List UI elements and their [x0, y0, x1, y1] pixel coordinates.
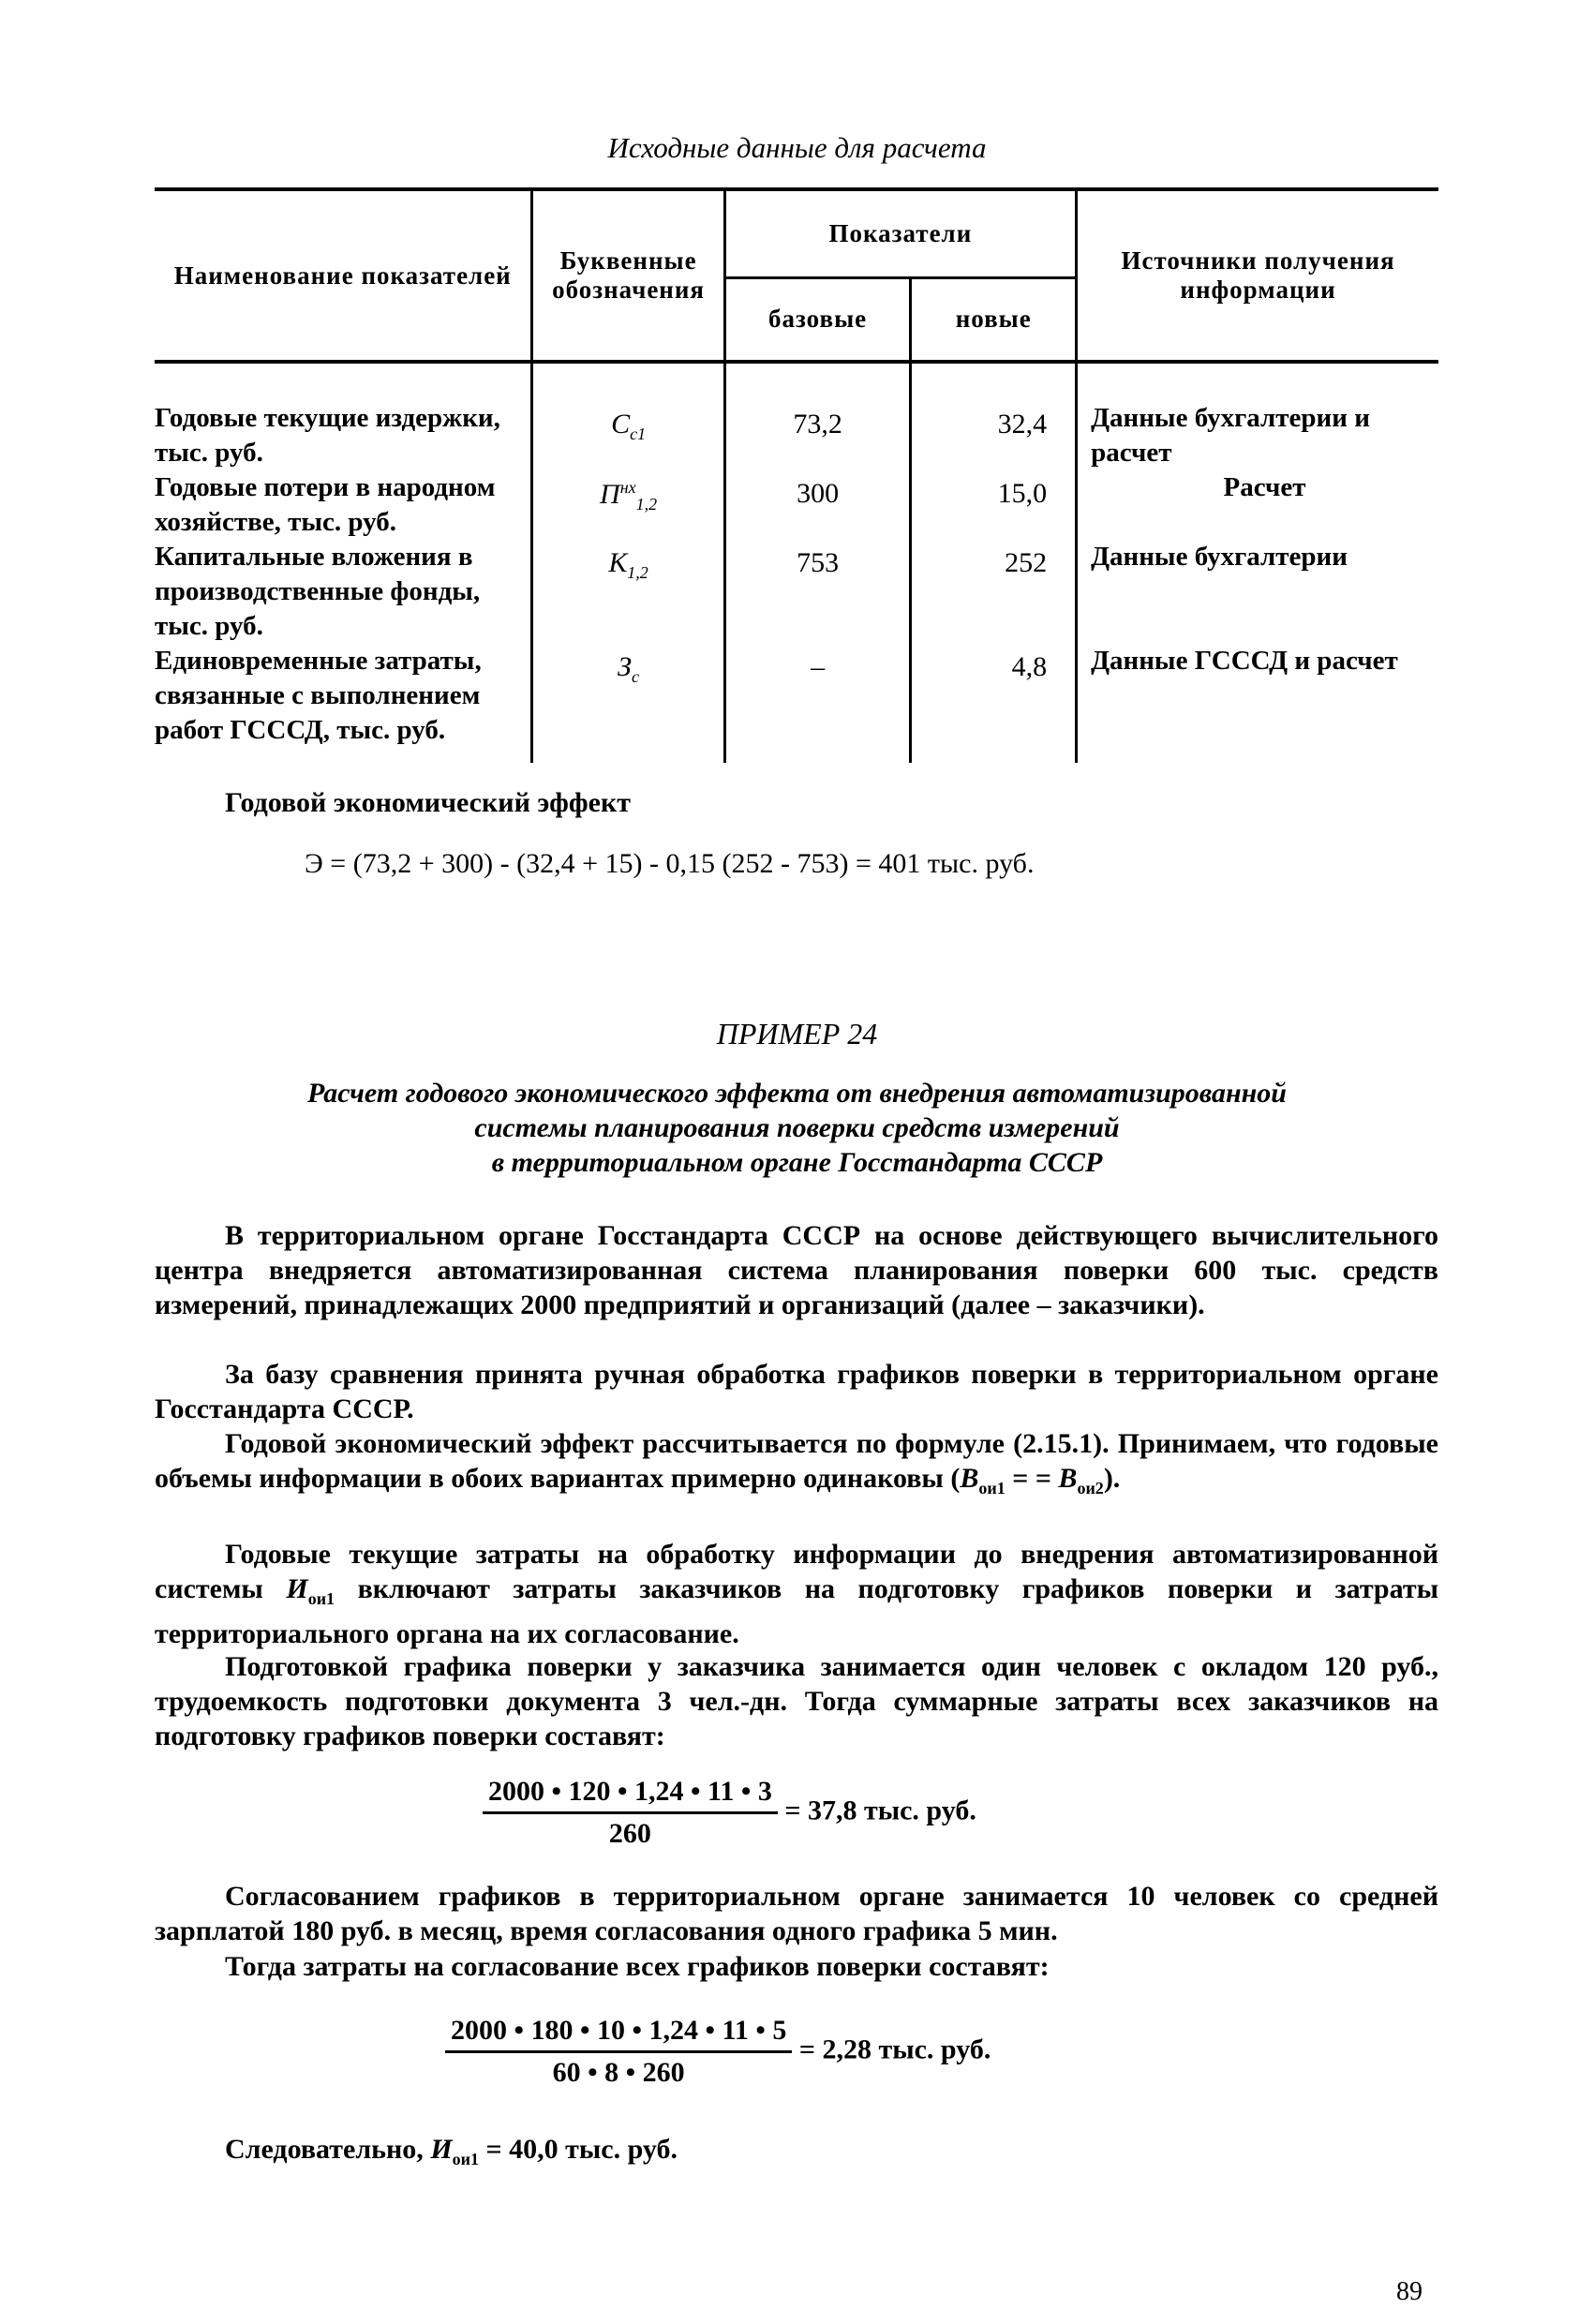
paragraph: Подготовкой графика поверки у заказчика занимается один человек с окладом 120 руб., трудоемкость подготовки документа 3 чел.-дн. Тогда суммарные затраты всех заказчиков на подготовку графиков поверки составят: — [155, 1651, 1438, 1751]
formula-denominator: 260 — [608, 1818, 651, 1849]
paragraph: Тогда затраты на согласование всех графиков поверки составят: — [225, 1951, 1050, 1982]
row-symbol: $С_{с1}$ — [532, 362, 724, 470]
table-row — [155, 644, 1438, 763]
page-number: 89 — [1396, 2277, 1423, 2306]
example-subtitle — [0, 1076, 1594, 1180]
header-indicators: Показатели — [724, 189, 1076, 277]
formula-result: = 2,28 тыс. руб. — [798, 2034, 991, 2065]
formula-preparation-cost — [483, 1776, 976, 1850]
header-sources: Источники получения информации — [1077, 189, 1438, 362]
row-base-value: 300 — [724, 470, 911, 540]
subtitle-line: Расчет годового экономического эффекта от внедрения автоматизированной — [307, 1078, 1287, 1109]
row-new-value: 4,8 — [911, 644, 1077, 763]
row-name: Годовые потери в народном хозяйстве, тыс. руб. — [155, 470, 532, 540]
example-title: ПРИМЕР 24 — [716, 1017, 878, 1050]
row-new-value: 252 — [911, 540, 1077, 644]
row-source: Данные бухгалтерии — [1091, 542, 1348, 572]
formula-numerator: 2000 • 180 • 10 • 1,24 • 11 • 5 — [445, 2015, 792, 2053]
table-row — [155, 470, 1438, 540]
effect-formula: Э = (73,2 + 300) - (32,4 + 15) - 0,15 (252 - 753) = 401 тыс. руб. — [305, 848, 1035, 879]
row-new-value: 32,4 — [911, 362, 1077, 470]
source-data-table — [155, 187, 1438, 763]
row-name: Капитальные вложения в производственные фонды, тыс. руб. — [155, 540, 532, 644]
formula-result: = 37,8 тыс. руб. — [784, 1795, 976, 1826]
row-name: Годовые текущие издержки, тыс. руб. — [155, 362, 532, 470]
paragraph: Годовой экономический эффект рассчитывается по формуле (2.15.1). Принимаем, что годовые объемы информации в обоих вариантах примерно одинаковы ($В_{ои1}$ = = $В_{ои2}$). — [155, 1428, 1438, 1497]
formula-approval-cost — [445, 2015, 991, 2089]
paragraph: Годовые текущие затраты на обработку информации до внедрения автоматизированной системы $И_{ои1}$ включают затраты заказчиков на подготовку графиков поверки и затраты территориального органа на их согласование. — [155, 1539, 1438, 1649]
row-symbol: $З_с$ — [532, 644, 724, 763]
row-symbol: $П^{нх}_{1,2}$ — [532, 470, 724, 540]
formula-numerator: 2000 • 120 • 1,24 • 11 • 3 — [483, 1776, 778, 1814]
row-name: Единовременные затраты, связанные с выполнением работ ГСССД, тыс. руб. — [155, 644, 532, 763]
row-new-value: 15,0 — [911, 470, 1077, 540]
row-symbol: $К_{1,2}$ — [532, 540, 724, 644]
header-base: базовые — [724, 277, 911, 362]
row-source: Данные ГСССД и расчет — [1091, 646, 1398, 676]
row-base-value: 73,2 — [724, 362, 911, 470]
row-source: Данные бухгалтерии и расчет — [1091, 403, 1370, 468]
subtitle-line: системы планирования поверки средств измерений — [474, 1112, 1120, 1143]
table-caption: Исходные данные для расчета — [607, 131, 987, 164]
paragraph: За базу сравнения принята ручная обработка графиков поверки в территориальном органе Госстандарта СССР. — [155, 1359, 1438, 1424]
formula-denominator: 60 • 8 • 260 — [552, 2057, 685, 2088]
subtitle-line: в территориальном органе Госстандарта СССР — [491, 1147, 1103, 1178]
paragraph: В территориальном органе Госстандарта СССР на основе действующего вычислительного центра внедряется автоматизированная система планирования поверки 600 тыс. средств измерений, принадлежащих 2000 предприятий и организаций (далее – заказчики). — [155, 1220, 1438, 1320]
conclusion-line: Следовательно, $И_{ои1} = 40,0$ тыс. руб. — [225, 2134, 678, 2168]
row-base-value: 753 — [724, 540, 911, 644]
header-name: Наименование показателей — [155, 189, 532, 362]
header-symbols: Буквенные обозначения — [532, 189, 724, 362]
header-new: новые — [911, 277, 1077, 362]
table-row — [155, 362, 1438, 470]
row-source: Расчет — [1223, 472, 1306, 502]
paragraph: Согласованием графиков в территориальном органе занимается 10 человек со средней зарплатой 180 руб. в месяц, время согласования одного графика 5 мин. — [155, 1881, 1438, 1946]
table-row — [155, 540, 1438, 644]
effect-label: Годовой экономический эффект — [225, 787, 631, 818]
row-base-value: – — [724, 644, 911, 763]
